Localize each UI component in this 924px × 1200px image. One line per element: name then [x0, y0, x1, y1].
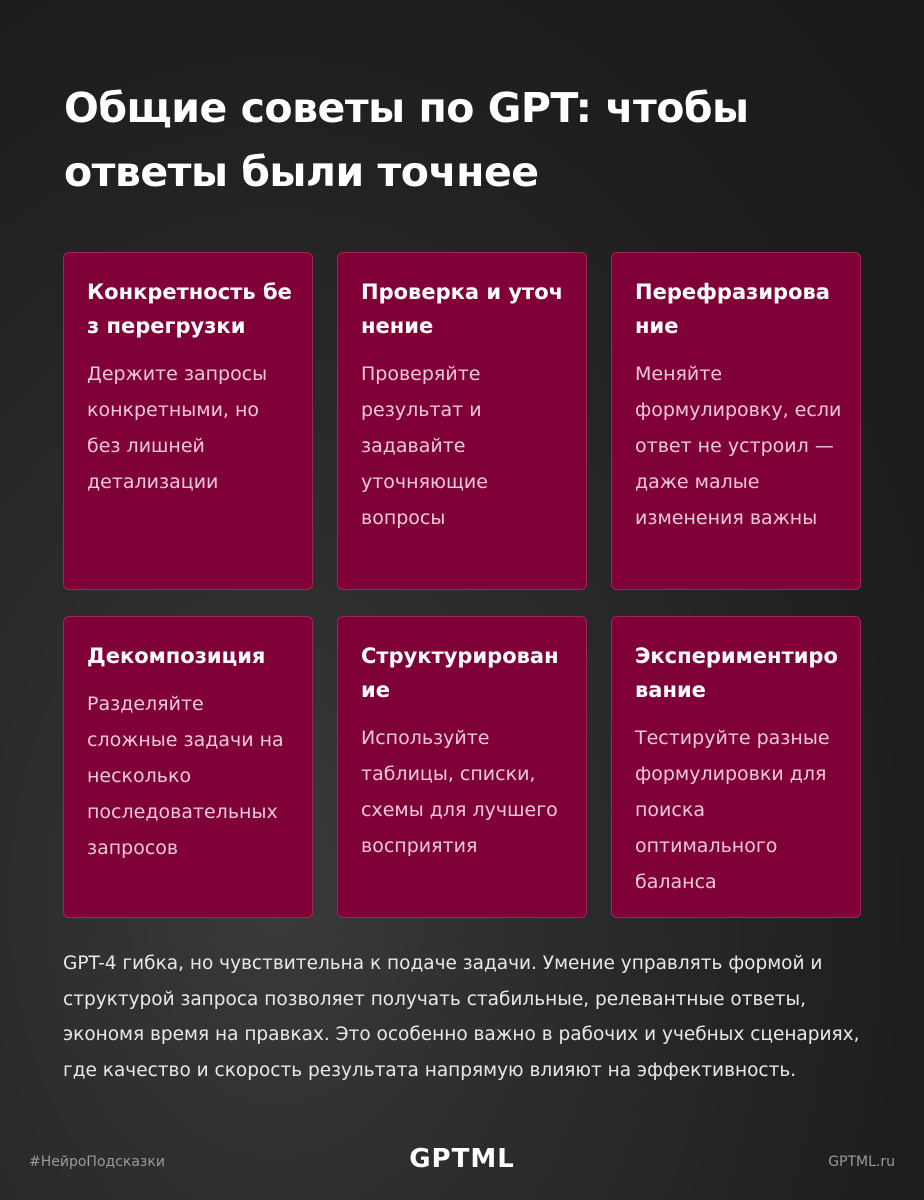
- tip-card-experimentation: [611, 616, 861, 918]
- tip-card-title: Декомпозиция: [87, 644, 266, 668]
- tip-card-title: Конкретность без перегрузки: [87, 280, 292, 338]
- tip-card-title: Структурирование: [361, 644, 559, 702]
- tip-card-text: Держите запросы конкретными, но без лишней детализации: [87, 363, 268, 493]
- tip-card-structuring: [337, 616, 587, 918]
- tip-card-text: Проверяйте результат и задавайте уточняющие вопросы: [361, 363, 488, 529]
- page-title: Общие советы по GPT: чтобы ответы были точнее: [64, 84, 749, 196]
- tip-card-specificity: [63, 252, 313, 590]
- tip-card-verification: [337, 252, 587, 590]
- tip-card-title: Перефразирование: [635, 280, 830, 338]
- site-link: GPTML.ru: [828, 1154, 895, 1170]
- summary-text: GPT-4 гибка, но чувствительна к подаче задачи. Умение управлять формой и структурой запроса позволяет получать стабильные, релевантные ответы, экономя время на правках. Это особенно важно в рабочих и учебных сценариях, где качество и скорость результата напрямую влияют на эффективность.: [63, 953, 860, 1081]
- tips-grid: [63, 252, 861, 918]
- hashtag: #НейроПодсказки: [29, 1154, 165, 1170]
- brand-logo: GPTML: [409, 1144, 515, 1174]
- tip-card-text: Меняйте формулировку, если ответ не устроил — даже малые изменения важны: [635, 363, 842, 529]
- tip-card-text: Разделяйте сложные задачи на несколько последовательных запросов: [87, 693, 284, 859]
- tip-card-text: Используйте таблицы, списки, схемы для лучшего восприятия: [361, 727, 558, 857]
- tip-card-title: Проверка и уточнение: [361, 280, 564, 338]
- tip-card-decomposition: [63, 616, 313, 918]
- tip-card-title: Экспериментирование: [635, 644, 838, 702]
- tip-card-paraphrasing: [611, 252, 861, 590]
- tip-card-text: Тестируйте разные формулировки для поиска оптимального баланса: [635, 727, 830, 893]
